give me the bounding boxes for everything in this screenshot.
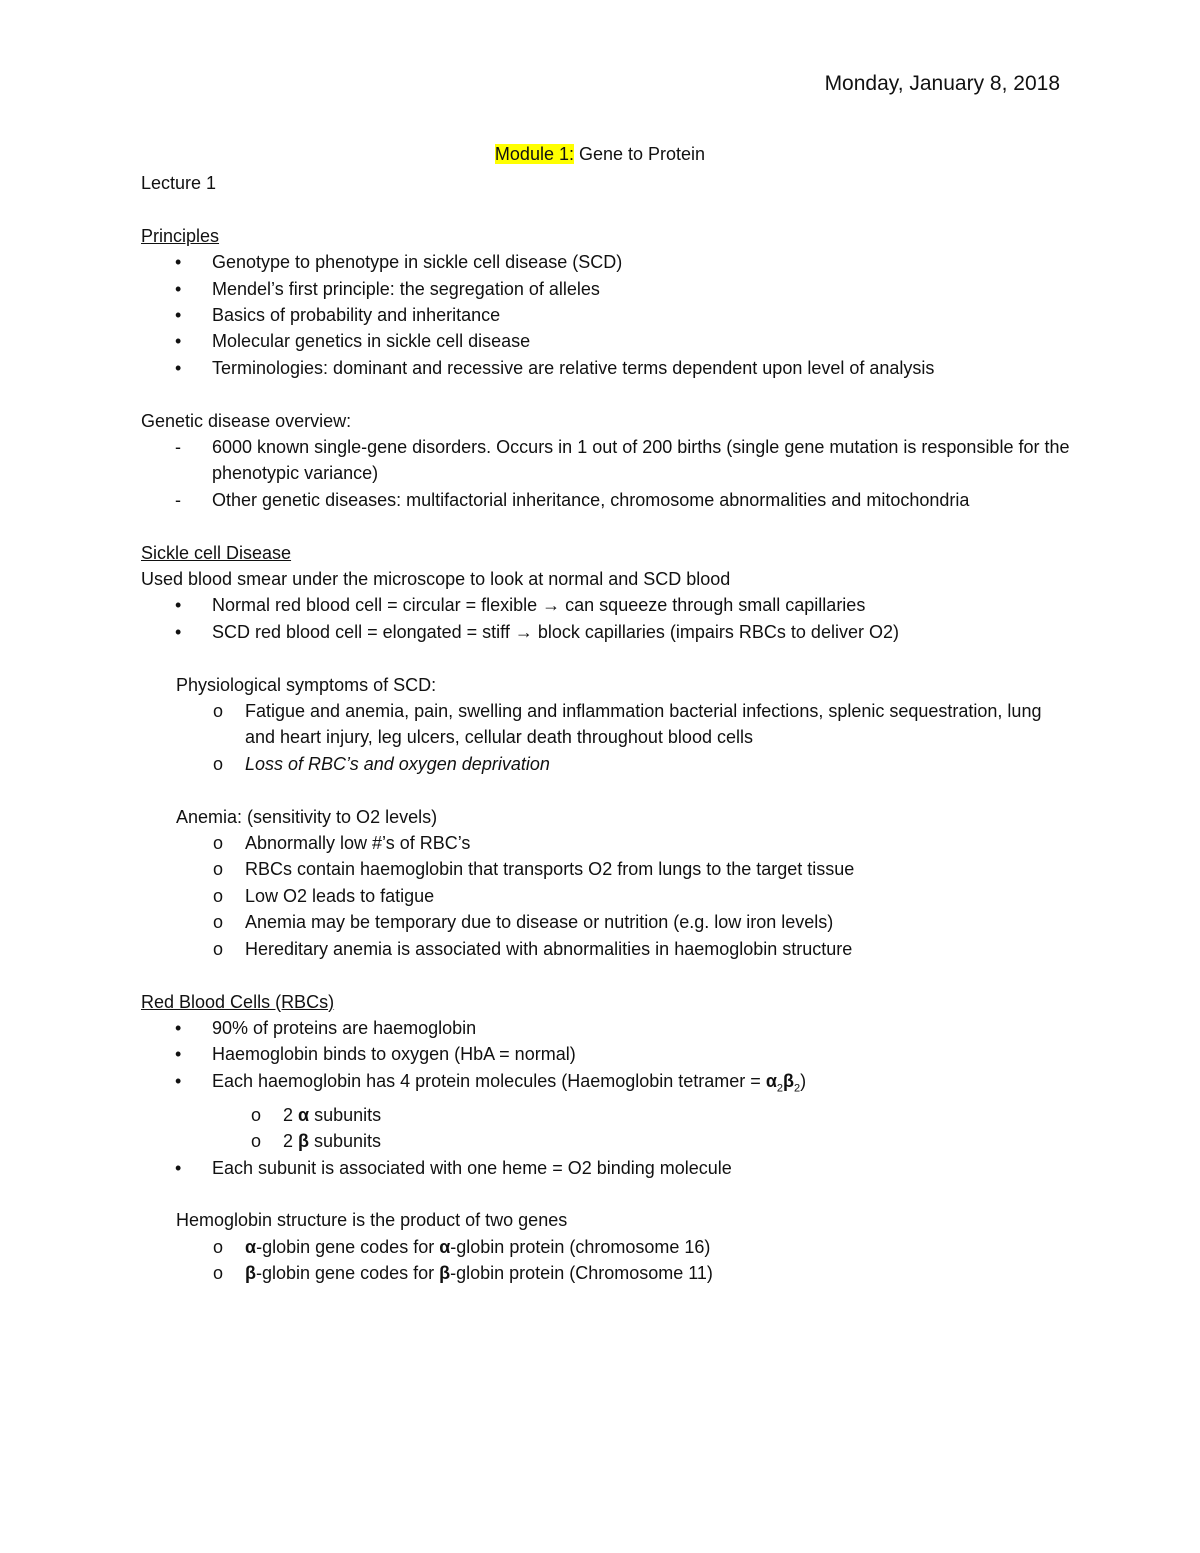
module-title-highlight: Module 1: xyxy=(494,144,574,164)
bullet-icon: • xyxy=(175,1017,182,1038)
rbcs-heading: Red Blood Cells (RBCs) xyxy=(141,991,335,1012)
bullet-icon: • xyxy=(175,1044,182,1065)
list-item: o RBCs contain haemoglobin that transports O2 from lungs to the target tissue xyxy=(141,856,1071,882)
hemoglobin-heading: Hemoglobin structure is the product of two genes xyxy=(176,1210,568,1231)
list-item: • Terminologies: dominant and recessive are relative terms dependent upon level of analysis xyxy=(141,355,1071,381)
circle-bullet-icon: o xyxy=(213,885,224,906)
genetic-overview-list xyxy=(141,434,1071,513)
principles-list xyxy=(141,249,1071,381)
bullet-icon: • xyxy=(175,1070,182,1091)
dash-icon: - xyxy=(175,437,181,458)
bullet-icon: • xyxy=(175,278,182,299)
list-item: • SCD red blood cell = elongated = stiff → block capillaries (impairs RBCs to deliver O2) xyxy=(141,619,1071,645)
bullet-icon: • xyxy=(175,331,182,352)
sickle-cell-intro: Used blood smear under the microscope to look at normal and SCD blood xyxy=(141,569,731,590)
circle-bullet-icon: o xyxy=(213,859,224,880)
notes-body xyxy=(141,170,1071,1287)
list-item: • Normal red blood cell = circular = flexible → can squeeze through small capillaries xyxy=(141,592,1071,618)
symptoms-list xyxy=(141,698,1071,777)
arrow-right-icon: → xyxy=(514,621,533,642)
principles-heading: Principles xyxy=(141,225,220,246)
symptoms-heading: Physiological symptoms of SCD: xyxy=(176,674,437,695)
list-item: o Hereditary anemia is associated with abnormalities in haemoglobin structure xyxy=(141,936,1071,962)
list-item: o 2 α subunits xyxy=(141,1102,1071,1128)
list-item: • Genotype to phenotype in sickle cell disease (SCD) xyxy=(141,249,1071,275)
circle-bullet-icon: o xyxy=(251,1131,262,1152)
dash-icon: - xyxy=(175,489,181,510)
list-item: • 90% of proteins are haemoglobin xyxy=(141,1015,1071,1041)
circle-bullet-icon: o xyxy=(213,753,224,774)
circle-bullet-icon: o xyxy=(213,912,224,933)
hemoglobin-list xyxy=(141,1234,1071,1287)
list-item: - Other genetic diseases: multifactorial inheritance, chromosome abnormalities and mitochondria xyxy=(141,487,1071,513)
list-item: o α-globin gene codes for α-globin protein (chromosome 16) xyxy=(141,1234,1071,1260)
list-item: o Low O2 leads to fatigue xyxy=(141,883,1071,909)
list-item: - 6000 known single-gene disorders. Occurs in 1 out of 200 births (single gene mutation is responsible for the phenotypic variance) xyxy=(141,434,1071,487)
document-date: Monday, January 8, 2018 xyxy=(824,72,1060,95)
circle-bullet-icon: o xyxy=(213,1236,224,1257)
bullet-icon: • xyxy=(175,595,182,616)
bullet-icon: • xyxy=(175,357,182,378)
bullet-icon: • xyxy=(175,252,182,273)
circle-bullet-icon: o xyxy=(213,701,224,722)
sickle-cell-list xyxy=(141,592,1071,645)
rbcs-list xyxy=(141,1015,1071,1102)
anemia-list xyxy=(141,830,1071,962)
list-item: • Haemoglobin binds to oxygen (HbA = normal) xyxy=(141,1041,1071,1067)
list-item: • Mendel’s first principle: the segregation of alleles xyxy=(141,276,1071,302)
module-title xyxy=(0,144,1200,165)
circle-bullet-icon: o xyxy=(213,833,224,854)
list-item: o 2 β subunits xyxy=(141,1128,1071,1154)
module-title-text: Gene to Protein xyxy=(573,144,706,164)
list-item: • Each subunit is associated with one heme = O2 binding molecule xyxy=(141,1155,1071,1181)
list-item: o Anemia may be temporary due to disease or nutrition (e.g. low iron levels) xyxy=(141,909,1071,935)
list-item: o β-globin gene codes for β-globin protein (Chromosome 11) xyxy=(141,1260,1071,1286)
bullet-icon: • xyxy=(175,305,182,326)
list-item: • Basics of probability and inheritance xyxy=(141,302,1071,328)
list-item: • Each haemoglobin has 4 protein molecules (Haemoglobin tetramer = $\alpha_2\beta_2$) xyxy=(141,1068,1071,1102)
circle-bullet-icon: o xyxy=(213,1263,224,1284)
arrow-right-icon: → xyxy=(542,595,561,616)
bullet-icon: • xyxy=(175,1157,182,1178)
anemia-heading: Anemia: (sensitivity to O2 levels) xyxy=(176,806,438,827)
list-item: o Abnormally low #’s of RBC’s xyxy=(141,830,1071,856)
lecture-label: Lecture 1 xyxy=(141,173,217,193)
circle-bullet-icon: o xyxy=(251,1104,262,1125)
list-item: o Fatigue and anemia, pain, swelling and inflammation bacterial infections, splenic sequestration, lung and heart injury, leg ulcers, cellular death throughout blood cells xyxy=(141,698,1071,751)
circle-bullet-icon: o xyxy=(213,938,224,959)
list-item: o Loss of RBC’s and oxygen deprivation xyxy=(141,751,1071,777)
genetic-overview-heading: Genetic disease overview: xyxy=(141,410,352,431)
subunits-list xyxy=(141,1102,1071,1155)
list-item: • Molecular genetics in sickle cell disease xyxy=(141,328,1071,354)
bullet-icon: • xyxy=(175,621,182,642)
sickle-cell-heading: Sickle cell Disease xyxy=(141,542,292,563)
